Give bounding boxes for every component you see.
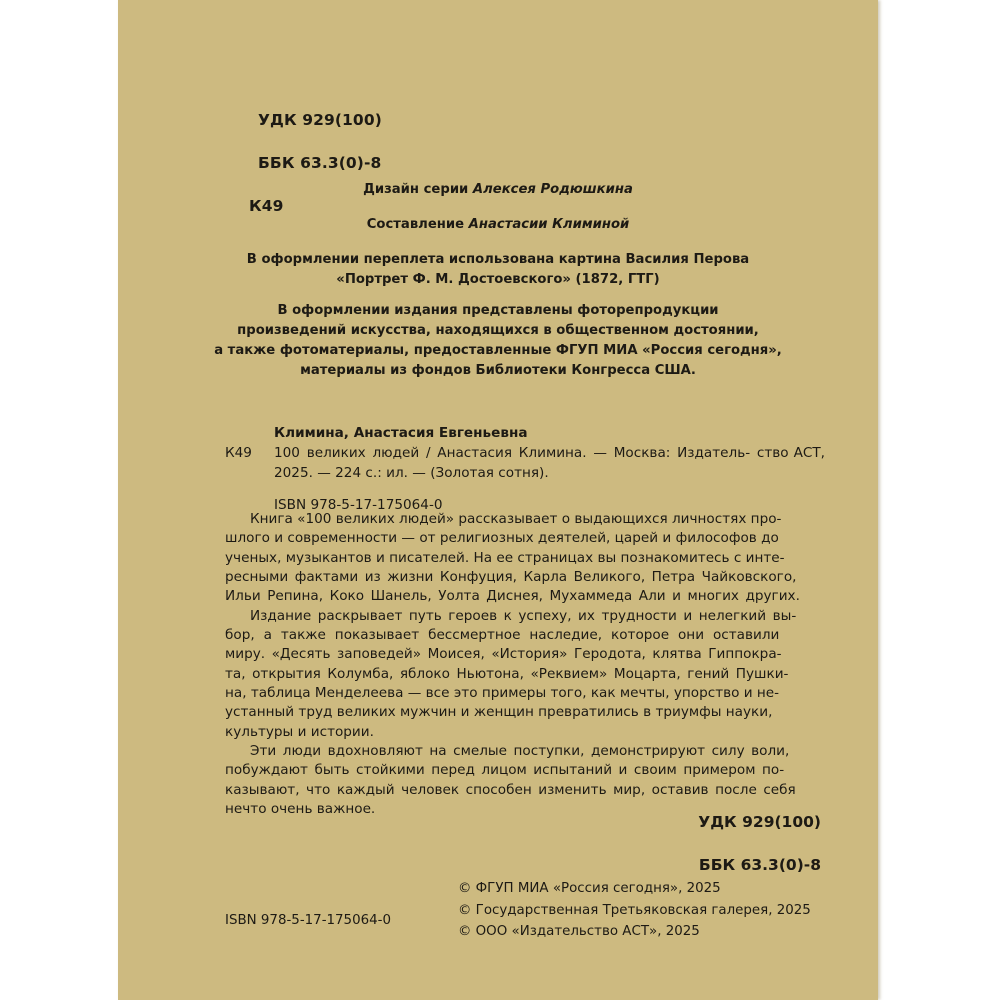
copyright-line-2: © Государственная Третьяковская галерея, 2025: [458, 902, 811, 918]
annotation-p2-line-1: Издание раскрывает путь героев к успеху, их трудности и нелегкий вы-: [250, 607, 797, 624]
cover-credit-line-2: «Портрет Ф. М. Достоевского» (1872, ГТГ): [336, 272, 660, 287]
series-design-prefix: Дизайн серии: [363, 182, 473, 197]
annotation-p1-line-1: Книга «100 великих людей» рассказывает о выдающихся личностях про-: [250, 511, 782, 527]
footer-isbn: ISBN 978-5-17-175064-0: [225, 913, 391, 928]
author-cipher-record: К49: [225, 445, 252, 462]
record-body-wrapper: [225, 444, 825, 483]
record-author: Климина, Анастасия Евгеньевна: [274, 425, 528, 441]
annotation-p2-line-4: та, открытия Колумба, яблоко Ньютона, «Реквием» Моцарта, гений Пушки-: [225, 665, 789, 682]
record-line-1: 100 великих людей / Анастасия Климина. — Москва: Издатель-: [274, 445, 751, 462]
annotation-p2-line-6: устанный труд великих мужчин и женщин превратились в триумфы науки,: [225, 704, 773, 721]
annotation-p3-line-1: Эти люди вдохновляют на смелые поступки, демонстрируют силу воли,: [250, 743, 790, 760]
annotation-p2-line-3: миру. «Десять заповедей» Моисея, «История» Геродота, клятва Гиппокра-: [225, 646, 782, 663]
annotation-text: [225, 510, 821, 820]
annotation-p1-line-4: ресными фактами из жизни Конфуция, Карла Великого, Петра Чайковского,: [225, 569, 797, 586]
bibliographic-record: [225, 424, 825, 516]
cover-credit-line-1: В оформлении переплета использована картина Василия Перова: [246, 252, 750, 267]
annotation-p1-line-2: шлого и современности — от религиозных деятелей, царей и философов до: [225, 530, 779, 547]
cover-artwork-credit: [118, 250, 878, 290]
udk-code-bottom: УДК 929(100): [698, 812, 821, 831]
book-copyright-page: [118, 0, 878, 1000]
annotation-p2-line-7: культуры и истории.: [225, 723, 374, 740]
udk-code-top: УДК 929(100): [257, 110, 382, 129]
annotation-p3-line-2: побуждают быть стойкими перед лицом испытаний и своим примером по-: [225, 762, 785, 779]
annotation-paragraph-2: [225, 607, 821, 742]
annotation-p1-line-5: Ильи Репина, Коко Шанель, Уолта Диснея, Мухаммеда Али и многих других.: [225, 588, 800, 605]
compiler-credit: [118, 215, 878, 235]
annotation-p2-line-2: бор, а также показывает бессмертное наследие, которое они оставили: [225, 627, 780, 644]
annotation-paragraph-1: [225, 510, 821, 607]
compiler-prefix: Составление: [366, 217, 469, 232]
series-design-name: Алексея Родюшкина: [472, 182, 633, 197]
series-design-credit: [118, 180, 878, 200]
illustrations-credit-line-1: В оформлении издания представлены фоторепродукции: [277, 303, 719, 318]
record-isbn: ISBN 978-5-17-175064-0: [274, 497, 443, 514]
annotation-p1-line-3: ученых, музыкантов и писателей. На ее страницах вы познакомитесь с инте-: [225, 549, 785, 566]
illustrations-credit-line-3: а также фотоматериалы, предоставленные ФГУП МИА «Россия сегодня»,: [214, 343, 782, 358]
illustrations-credit: [118, 301, 878, 381]
author-cipher-top: К49: [249, 196, 284, 215]
illustrations-credit-line-2: произведений искусства, находящихся в общественном достоянии,: [237, 323, 759, 338]
annotation-p3-line-4: нечто очень важное.: [225, 801, 376, 818]
record-line-2: ство АСТ, 2025. — 224 с.: ил. — (Золотая сотня).: [274, 445, 825, 481]
annotation-p2-line-5: на, таблица Менделеева — все это примеры того, как мечты, упорство и не-: [225, 685, 780, 702]
copyright-block: [458, 878, 811, 943]
annotation-p3-line-3: казывают, что каждый человек способен изменить мир, оставив после себя: [225, 781, 796, 798]
copyright-line-3: © ООО «Издательство АСТ», 2025: [458, 924, 700, 939]
bbk-code-bottom: ББК 63.3(0)-8: [698, 855, 821, 874]
compiler-name: Анастасии Климиной: [468, 217, 630, 232]
copyright-line-1: © ФГУП МИА «Россия сегодня», 2025: [458, 881, 721, 896]
bbk-code-top: ББК 63.3(0)-8: [257, 153, 382, 172]
record-description: [274, 444, 825, 483]
page-content: [118, 0, 878, 1000]
illustrations-credit-line-4: материалы из фондов Библиотеки Конгресса США.: [300, 363, 696, 378]
